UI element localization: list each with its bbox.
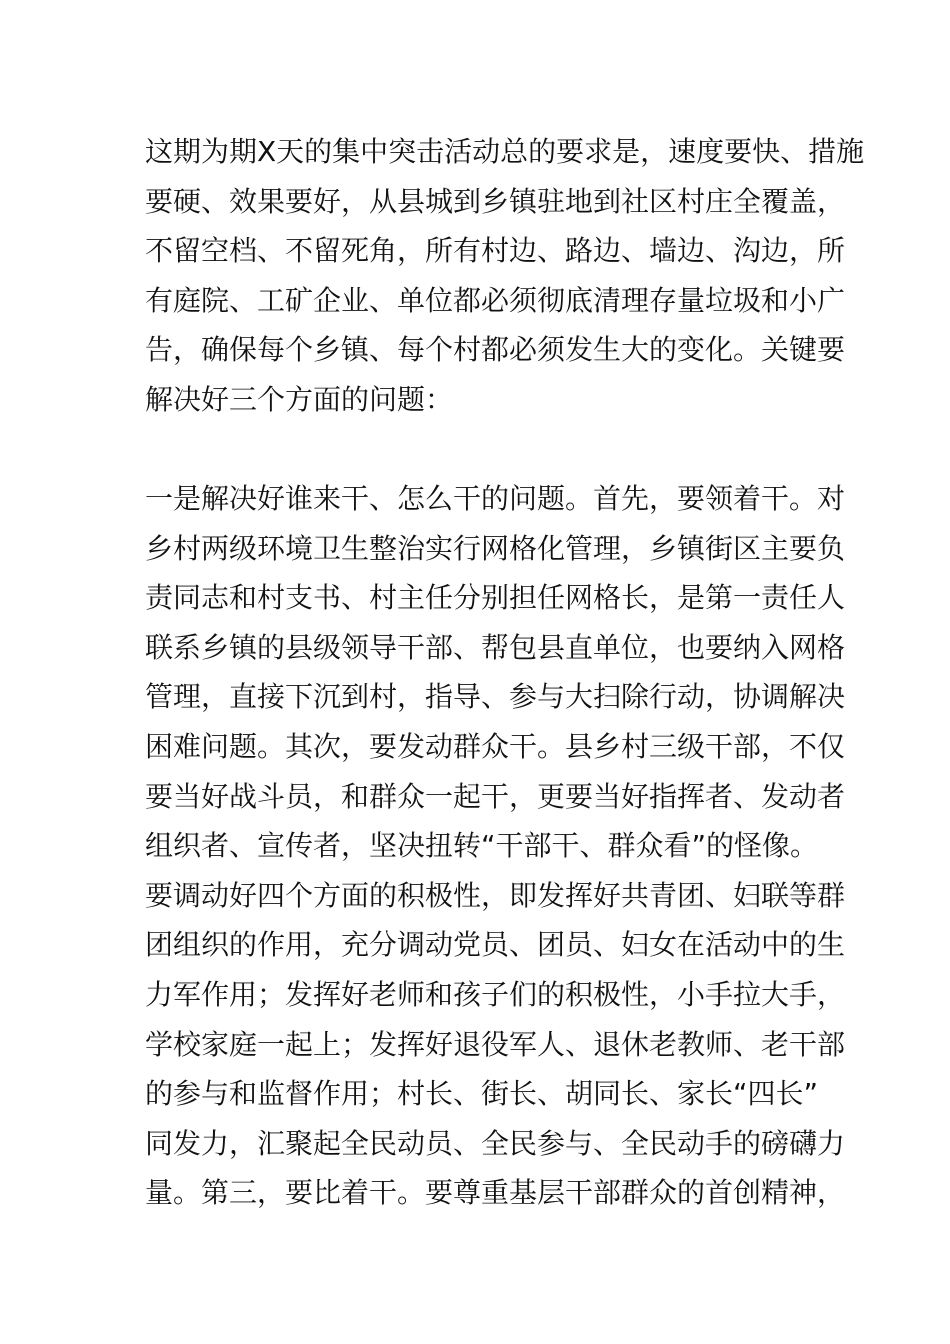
text-line: 一是解决好谁来干、怎么干的问题。首先，要领着干。对 <box>145 482 846 515</box>
text-line: 解决好三个方面的问题： <box>145 382 454 416</box>
text-line: 的参与和监督作用；村长、街长、胡同长、家长“四长” <box>145 1077 819 1111</box>
paragraph-who-and-how <box>145 474 846 1218</box>
text-line: 团组织的作用，充分调动党员、团员、妇女在活动中的生 <box>145 928 846 962</box>
text-line: 要调动好四个方面的积极性，即发挥好共青团、妇联等群 <box>145 878 846 912</box>
text-line: 管理，直接下沉到村，指导、参与大扫除行动，协调解决 <box>145 680 846 714</box>
text-line: 这期为期Ⅹ天的集中突击活动总的要求是，速度要快、措施 <box>145 135 865 168</box>
text-line: 困难问题。其次，要发动群众干。县乡村三级干部，不仅 <box>145 729 846 763</box>
text-line: 要硬、效果要好，从县城到乡镇驻地到社区村庄全覆盖， <box>145 184 846 218</box>
text-line: 组织者、宣传者，坚决扭转“干部干、群众看”的怪像。 <box>145 829 819 863</box>
text-line: 同发力，汇聚起全民动员、全民参与、全民动手的磅礴力 <box>145 1126 846 1160</box>
text-line: 乡村两级环境卫生整治实行网格化管理，乡镇街区主要负 <box>145 531 846 565</box>
paragraph-activity-requirements <box>145 127 865 425</box>
text-line: 不留空档、不留死角，所有村边、路边、墙边、沟边，所 <box>145 234 846 268</box>
text-line: 力军作用；发挥好老师和孩子们的积极性，小手拉大手， <box>145 977 846 1011</box>
text-line: 要当好战斗员，和群众一起干，更要当好指挥者、发动者 <box>145 779 846 813</box>
text-line: 学校家庭一起上；发挥好退役军人、退休老教师、老干部 <box>145 1027 846 1061</box>
text-line: 责同志和村支书、村主任分别担任网格长，是第一责任人 <box>145 581 846 615</box>
text-line: 有庭院、工矿企业、单位都必须彻底清理存量垃圾和小广 <box>145 283 846 317</box>
text-line: 告，确保每个乡镇、每个村都必须发生大的变化。关键要 <box>145 333 846 367</box>
text-line: 量。第三，要比着干。要尊重基层干部群众的首创精神， <box>145 1176 846 1210</box>
text-line: 联系乡镇的县级领导干部、帮包县直单位，也要纳入网格 <box>145 630 846 664</box>
